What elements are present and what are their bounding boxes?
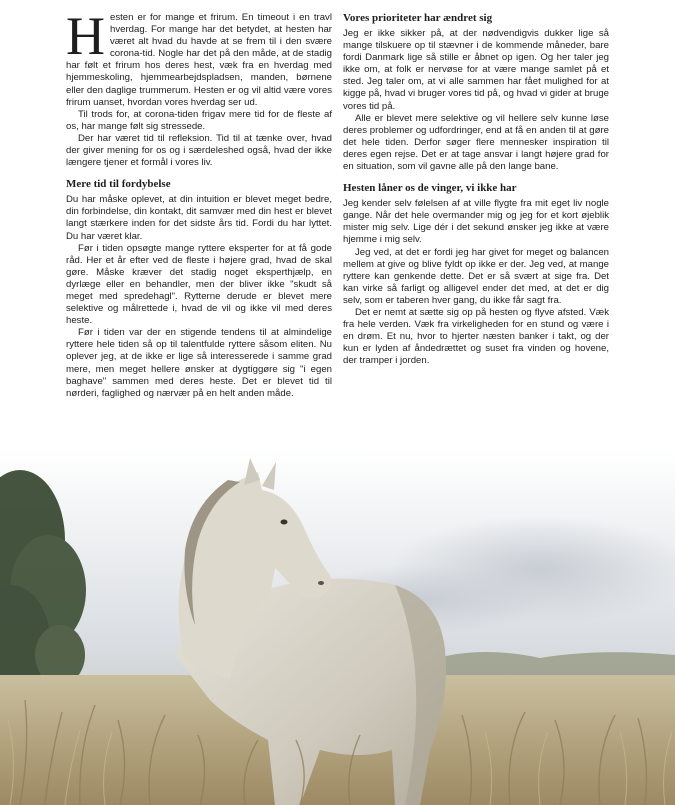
paragraph: Før i tiden opsøgte mange ryttere eksperter for at få gode råd. Her et år efter ved de fleste i højere grad, hvad de skal gøre. Måske kræver det stadig noget eksperthjælp, en dyrlæge eller en behandler, men der bliver ikke "skudt så meget med spredehagl". Rytterne derude er blevet mere selektive og målrettede i, hvad de vil og ikke vil med deres heste. bbox=[66, 242, 332, 327]
paragraph: Til trods for, at corona-tiden frigav mere tid for de fleste af os, har mange følt sig stressede. bbox=[66, 108, 332, 132]
paragraph: Det er nemt at sætte sig op på hesten og flyve afsted. Væk fra hele verden. Væk fra virkeligheden for en stund og være i en drøm. Et nu, hvor to hjerter næsten banker i takt, og der kun er lyden af åndedrættet og suset fra vinden og hovene, der tramper i jorden. bbox=[343, 306, 609, 367]
drop-cap: H bbox=[66, 6, 105, 66]
paragraph: Alle er blevet mere selektive og vil hellere selv kunne løse deres problemer og udfordringer, end at få en anden til at gøre det hele tiden. Derfor søger flere mennesker inspiration til deres egen rejse. Det er at tage ansvar i langt højere grad for en situation, som vil gavne alle på den lange bane. bbox=[343, 112, 609, 173]
article-column-right bbox=[343, 12, 609, 367]
paragraph: Før i tiden var der en stigende tendens til at almindelige ryttere hele tiden så op til talentfulde ryttere såsom eliten. Nu oplever jeg, at de ikke er lige så interesserede i samme grad mere, men meget hellere ønsker at dygtiggøre sig "i egen baghave" sammen med deres heste. Det er blevet tid til nørderi, faglighed og nærvær på en helt anden måde. bbox=[66, 327, 332, 399]
paragraph: Du har måske oplevet, at din intuition er blevet meget bedre, din forbindelse, din kontakt, dit samvær med din hest er blevet langt stærkere inden for det sidste års tid. Fordi du har lyttet. Du har været klar. bbox=[66, 194, 332, 242]
section-heading: Hesten låner os de vinger, vi ikke har bbox=[343, 182, 517, 195]
paragraph: Der har været tid til refleksion. Tid til at tænke over, hvad der giver mening for os og i særdeleshed også, hvad der ikke længere tjener et formål i vores liv. bbox=[66, 132, 332, 169]
section-heading: Mere tid til fordybelse bbox=[66, 178, 171, 191]
section-heading: Vores prioriteter har ændret sig bbox=[343, 12, 493, 24]
paragraph: Jeg er ikke sikker på, at der nødvendigvis dukker lige så mange tilskuere op til stævner i de kommende måneder, bare fordi Danmark lige så stille er åbnet op igen. Og her taler jeg ikke om, at folk er nervøse for at være mange samlet på et sted. Jeg taler om, at vi alle sammen har fået mulighed for at kigge på, hvad vi bruger vores tid på, og hvad vi gider at bruge vores tid på. bbox=[343, 28, 609, 112]
paragraph: esten er for mange et frirum. En timeout i en travl hverdag. For mange har det betydet, at hesten har været alt hvad du havde at se frem til i den svære corona-tid. Nogle har det på den måde, at de stadig har følt et frirum hos deres hest, væk fra en hverdag med hjemmeskoling, hjemmearbejdspladsen, manden, børnene eller den daglige trummerum. Hesten er og vil altid være vores frirum uanset, hvordan vores hverdag ser ud. bbox=[66, 12, 332, 108]
paragraph: Jeg ved, at det er fordi jeg har givet for meget og balancen mellem at give og blive fyldt op ikke er der. Jeg ved, at mange ryttere kan genkende dette. Det er så svært at sige fra. Det kan virke så farligt og alligevel ender det med, at det er dig selv, som er taberen hver gang, du ikke får sagt fra. bbox=[343, 246, 609, 306]
article-column-left bbox=[66, 6, 332, 400]
horse-photo bbox=[0, 450, 675, 805]
paragraph: Jeg kender selv følelsen af at ville flygte fra mit eget liv nogle gange. Når det hele overmander mig og jeg for et kort øjeblik mister mig selv. Lige dér i det sekund ønsker jeg ikke at være hjemme i mig selv. bbox=[343, 198, 609, 246]
